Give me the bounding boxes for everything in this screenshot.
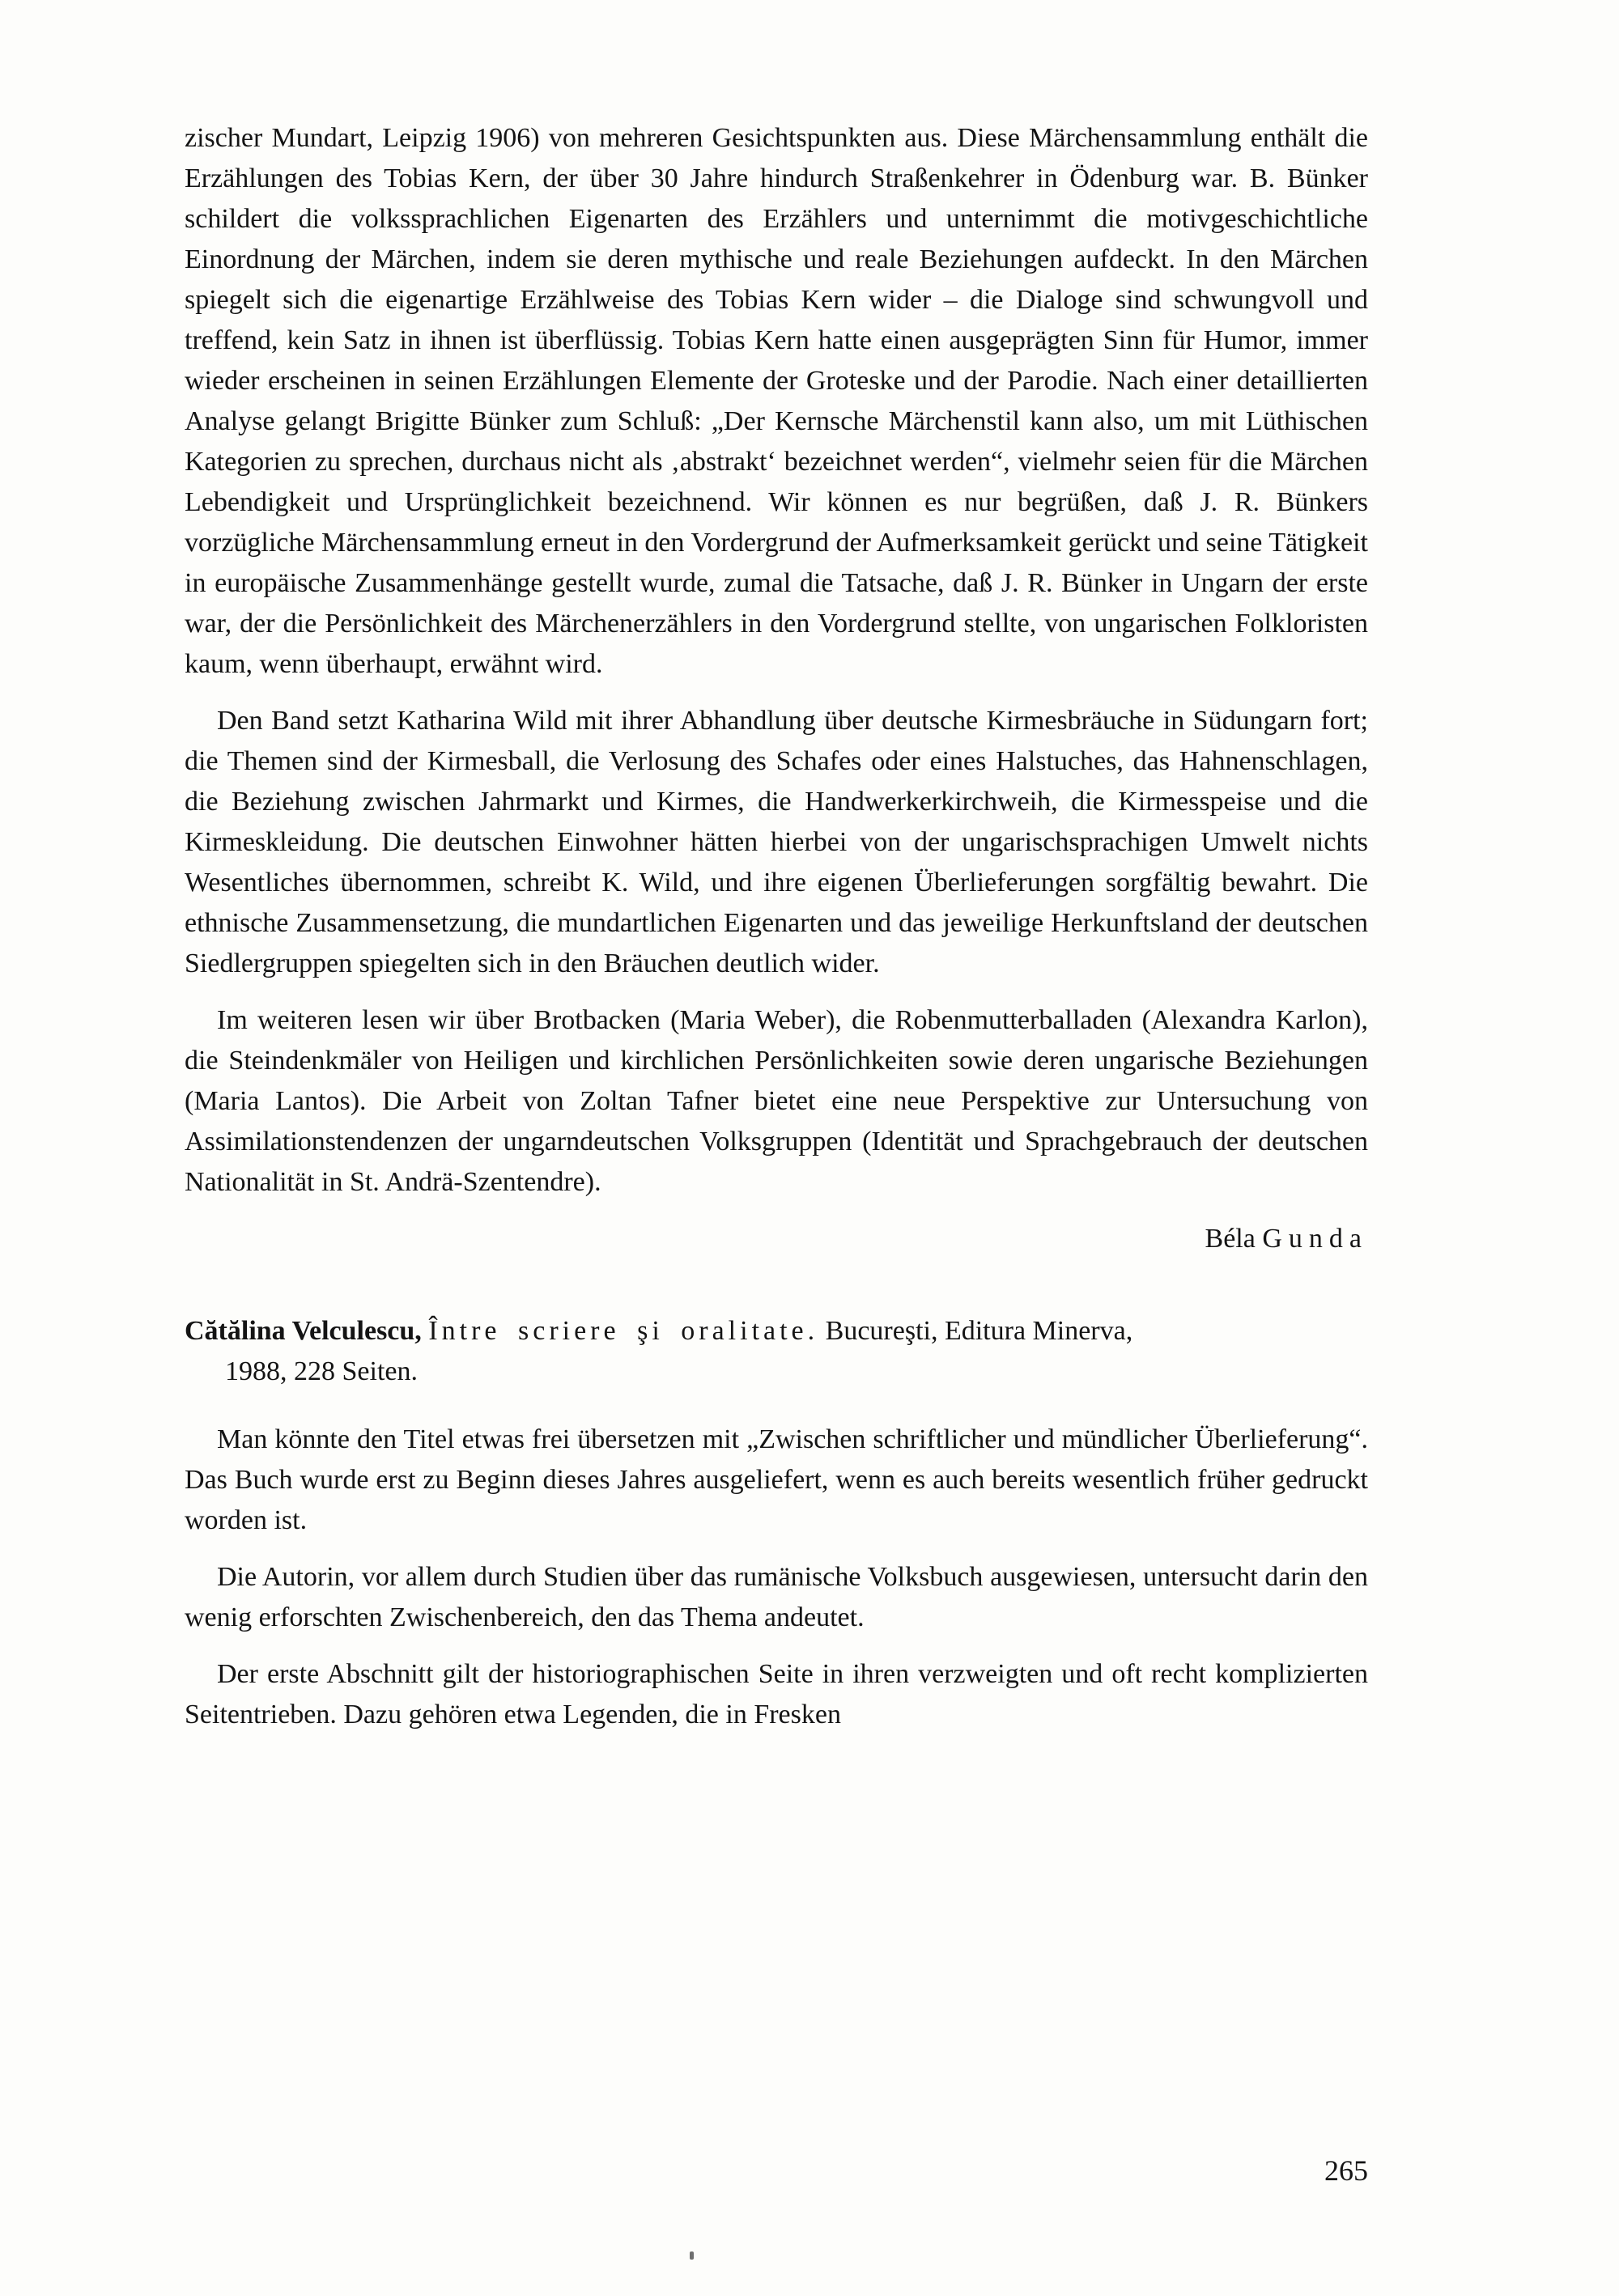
signature-first-name: Béla (1205, 1224, 1256, 1254)
body-paragraph: Der erste Abschnitt gilt der historiographischen Seite in ihren verzweigten und oft recht komplizierten Seitentrieben. Dazu gehören etwa Legenden, die in Fresken (185, 1659, 1368, 1729)
body-paragraph: Im weiteren lesen wir über Brotbacken (Maria Weber), die Robenmutterballaden (Alexandra Karlon), die Steindenkmäler von Heiligen und kirchlichen Persönlichkeiten sowie deren ungarische Beziehungen (Maria Lantos). Die Arbeit von Zoltan Tafner bietet eine neue Perspektive zur Untersuchung von Assimilationstendenzen der ungarndeutschen Volksgruppen (Identität und Sprachgebrauch der deutschen Nationalität in St. Andrä-Szentendre). (185, 1005, 1368, 1197)
page-number: 265 (1324, 2154, 1368, 2187)
scan-artifact-dot (690, 2251, 694, 2260)
body-paragraph: zischer Mundart, Leipzig 1906) von mehreren Gesichtspunkten aus. Diese Märchensammlung enthält die Erzählungen des Tobias Kern, der über 30 Jahre hindurch Straßenkehrer in Ödenburg war. B. Bünker schildert die volkssprachlichen Eigenarten des Erzählers und unternimmt die motivgeschichtliche Einordnung der Märchen, indem sie deren mythische und reale Beziehungen aufdeckt. In den Märchen spiegelt sich die eigenartige Erzählweise des Tobias Kern wider – die Dialoge sind schwungvoll und treffend, kein Satz in ihnen ist überflüssig. Tobias Kern hatte einen ausgeprägten Sinn für Humor, immer wieder erscheinen in seinen Erzählungen Elemente der Groteske und der Parodie. Nach einer detaillierten Analyse gelangt Brigitte Bünker zum Schluß: „Der Kernsche Märchenstil kann also, um mit Lüthischen Kategorien zu sprechen, durchaus nicht als ‚abstrakt‘ bezeichnet werden“, vielmehr seien für die Märchen Lebendigkeit und Ursprünglichkeit bezeichnend. Wir können es nur begrüßen, daß J. R. Bünkers vorzügliche Märchensammlung erneut in den Vordergrund der Aufmerksamkeit gerückt und seine Tätigkeit in europäische Zusammenhänge gestellt wurde, zumal die Tatsache, daß J. R. Bünker in Ungarn der erste war, der die Persönlichkeit des Märchenerzählers in den Vordergrund stellte, von ungarischen Folkloristen kaum, wenn überhaupt, erwähnt wird. (185, 123, 1368, 679)
body-paragraph: Den Band setzt Katharina Wild mit ihrer Abhandlung über deutsche Kirmesbräuche in Südungarn fort; die Themen sind der Kirmesball, die Verlosung des Schafes oder eines Halstuches, das Hahnenschlagen, die Beziehung zwischen Jahrmarkt und Kirmes, die Handwerkerkirchweih, die Kirmesspeise und die Kirmeskleidung. Die deutschen Einwohner hätten hierbei von der ungarischsprachigen Umwelt nichts Wesentliches übernommen, schreibt K. Wild, und ihre eigenen Überlieferungen sorgfältig bewahrt. Die ethnische Zusammensetzung, die mundartlichen Eigenarten und das jeweilige Herkunftsland der deutschen Siedlergruppen spiegelten sich in den Bräuchen deutlich wider. (185, 706, 1368, 978)
review-author-name: Cătălina Velculescu, (185, 1316, 422, 1346)
text-block (185, 118, 1368, 1751)
body-paragraph: Die Autorin, vor allem durch Studien über das rumänische Volksbuch ausgewiesen, untersucht darin den wenig erforschten Zwischenbereich, den das Thema andeutet. (185, 1562, 1368, 1632)
review-heading-line (185, 1352, 1368, 1392)
review-book-title: Între scriere şi oralitate. (428, 1316, 819, 1346)
review-heading (185, 1311, 1368, 1392)
review-publication-details: 1988, 228 Seiten. (225, 1356, 418, 1386)
review-signature (185, 1219, 1368, 1259)
review-publisher: Bucureşti, Editura Minerva, (825, 1316, 1133, 1346)
review-heading-line (185, 1311, 1368, 1352)
signature-last-name: Gunda (1262, 1224, 1368, 1254)
body-paragraph: Man könnte den Titel etwas frei übersetzen mit „Zwischen schriftlicher und mündlicher Überlieferung“. Das Buch wurde erst zu Beginn dieses Jahres ausgeliefert, wenn es auch bereits wesentlich früher gedruckt worden ist. (185, 1424, 1368, 1535)
